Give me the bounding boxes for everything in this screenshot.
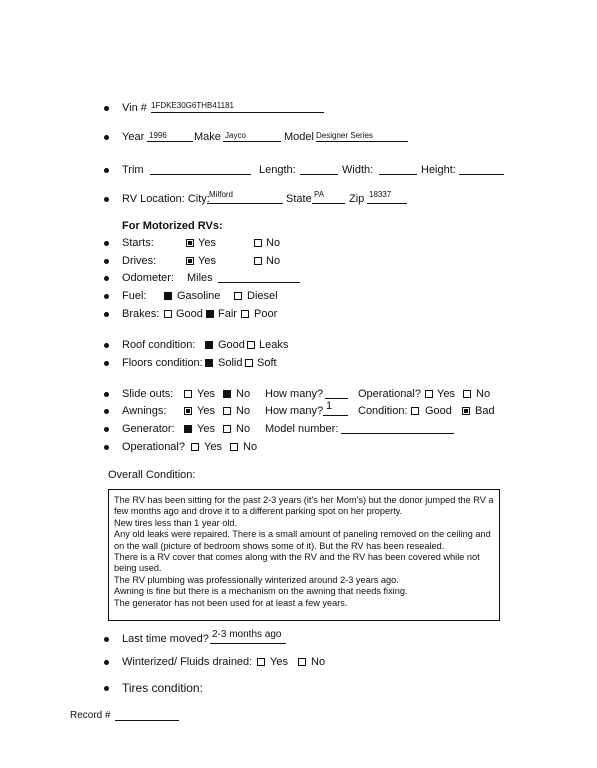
bullet (104, 106, 109, 111)
bullet (104, 445, 109, 450)
miles-field[interactable] (218, 270, 300, 283)
brakes-label: Brakes: (122, 308, 160, 320)
floors-label: Floors condition: (122, 357, 203, 369)
roof-label: Roof condition: (122, 339, 196, 351)
vin-label: Vin # (122, 102, 147, 114)
state-label: State (286, 193, 312, 205)
brakes-poor-checkbox[interactable] (241, 310, 249, 318)
operational-no-checkbox[interactable] (230, 443, 238, 451)
condition-line: The generator has not been used for at least a few years. (114, 597, 348, 608)
zip-label: Zip (349, 193, 365, 205)
trim-field[interactable] (150, 162, 251, 175)
operational-label: Operational? (122, 441, 185, 453)
awnings-yes-checkbox[interactable] (184, 407, 192, 415)
model-value: Designer Series (316, 131, 373, 140)
bullet (104, 312, 109, 317)
awnings-bad-checkbox[interactable] (462, 407, 470, 415)
year-label: Year (122, 131, 145, 143)
slideouts-op-yes-label: Yes (437, 388, 455, 400)
generator-yes-label: Yes (197, 423, 215, 435)
condition-line: The RV has been sitting for the past 2-3 years (it's her Mom's) but the donor jumped the RV a few months ago and drove it to a different parking spot on her property. (114, 495, 494, 517)
floors-solid-label: Solid (218, 357, 243, 369)
city-value: Milford (209, 190, 234, 199)
roof-good-label: Good (218, 339, 245, 351)
fuel-diesel-label: Diesel (247, 290, 278, 302)
fuel-gasoline-checkbox[interactable] (164, 292, 172, 300)
city-label: RV Location: City: (122, 193, 210, 205)
record-field[interactable] (115, 708, 179, 721)
model-number-label: Model number: (265, 423, 339, 435)
operational-yes-checkbox[interactable] (191, 443, 199, 451)
slideouts-yes-checkbox[interactable] (184, 390, 192, 398)
fuel-gasoline-label: Gasoline (177, 290, 221, 302)
awnings-good-checkbox[interactable] (411, 407, 419, 415)
drives-no-label: No (266, 255, 281, 267)
bullet (104, 294, 109, 299)
slideouts-yes-label: Yes (197, 388, 215, 400)
trim-label: Trim (122, 164, 144, 176)
last-moved-label: Last time moved? (122, 633, 209, 645)
model-number-field[interactable] (341, 421, 454, 434)
roof-leaks-checkbox[interactable] (247, 341, 255, 349)
awnings-no-checkbox[interactable] (223, 407, 231, 415)
condition-line: There is a RV cover that comes along with the RV and the RV has been covered while not being used. (114, 552, 480, 574)
awnings-count-value: 1 (326, 400, 333, 412)
state-field[interactable] (312, 191, 345, 204)
make-label: Make (194, 131, 221, 143)
operational-no-label: No (243, 441, 258, 453)
roof-good-checkbox[interactable] (205, 341, 213, 349)
bullet (104, 686, 109, 691)
floors-soft-checkbox[interactable] (245, 359, 253, 367)
bullet (104, 427, 109, 432)
starts-label: Starts: (122, 237, 154, 249)
record-number (70, 708, 179, 721)
floors-solid-checkbox[interactable] (205, 359, 213, 367)
awnings-how-many-label: How many? (265, 405, 324, 417)
tires-label: Tires condition: (122, 681, 203, 695)
length-field[interactable] (300, 162, 338, 175)
awnings-bad-label: Bad (475, 405, 495, 417)
brakes-poor-label: Poor (254, 308, 278, 320)
last-moved-field[interactable] (210, 631, 286, 644)
condition-line: New tires less than 1 year old. (114, 517, 238, 528)
height-label: Height: (421, 164, 456, 176)
width-label: Width: (342, 164, 374, 176)
fuel-diesel-checkbox[interactable] (234, 292, 242, 300)
floors-soft-label: Soft (257, 357, 277, 369)
model-field[interactable] (316, 129, 408, 142)
drives-label: Drives: (122, 255, 157, 267)
bullet (104, 259, 109, 264)
generator-yes-checkbox[interactable] (184, 425, 192, 433)
operational-yes-label: Yes (204, 441, 222, 453)
bullet (104, 343, 109, 348)
bullet (104, 392, 109, 397)
make-field[interactable] (223, 129, 281, 142)
brakes-good-checkbox[interactable] (164, 310, 172, 318)
slideouts-op-yes-checkbox[interactable] (425, 390, 433, 398)
slideouts-label: Slide outs: (122, 388, 174, 400)
zip-field[interactable] (367, 191, 407, 204)
bullet (104, 168, 109, 173)
condition-line: Any old leaks were repaired. There is a small amount of paneling removed on the ceiling and on the wall (picture of bedroom shows some of it). But the RV has been resealed. (114, 529, 491, 551)
starts-no-label: No (266, 237, 281, 249)
awnings-condition-label: Condition: (358, 405, 408, 417)
slideouts-op-no-checkbox[interactable] (463, 390, 471, 398)
vin-value: 1FDKE30G6THB41181 (151, 101, 235, 110)
slideouts-count-field[interactable] (325, 386, 348, 399)
drives-no-checkbox[interactable] (254, 257, 262, 265)
starts-yes-label: Yes (198, 237, 216, 249)
bullet (104, 241, 109, 246)
city-field[interactable] (207, 191, 283, 204)
bullet (104, 660, 109, 665)
bullet (104, 197, 109, 202)
starts-yes-checkbox[interactable] (186, 239, 194, 247)
starts-no-checkbox[interactable] (254, 239, 262, 247)
winterized-label: Winterized/ Fluids drained: (122, 656, 253, 668)
awnings-count-field[interactable] (323, 400, 348, 416)
bullet (104, 276, 109, 281)
make-value: Jayco (225, 131, 246, 140)
slideouts-op-no-label: No (476, 388, 491, 400)
winterized-no-checkbox[interactable] (298, 658, 306, 666)
awnings-yes-label: Yes (197, 405, 215, 417)
awnings-no-label: No (236, 405, 251, 417)
generator-no-checkbox[interactable] (223, 425, 231, 433)
bullet (104, 361, 109, 366)
slideouts-no-label: No (236, 388, 251, 400)
drives-yes-checkbox[interactable] (186, 257, 194, 265)
vin-field[interactable] (151, 100, 324, 113)
generator-no-label: No (236, 423, 251, 435)
miles-label: Miles (187, 272, 213, 284)
year-value: 1996 (149, 131, 167, 140)
bullet (104, 409, 109, 414)
slideouts-how-many-label: How many? (265, 388, 324, 400)
winterized-yes-checkbox[interactable] (257, 658, 265, 666)
drives-yes-label: Yes (198, 255, 216, 267)
fuel-label: Fuel: (122, 290, 147, 302)
winterized-no-label: No (311, 656, 326, 668)
motorized-heading: For Motorized RVs: (122, 220, 223, 232)
model-label: Model (284, 131, 314, 143)
slideouts-no-checkbox[interactable] (223, 390, 231, 398)
roof-leaks-label: Leaks (259, 339, 289, 351)
overall-condition-textarea[interactable] (108, 489, 500, 621)
height-field[interactable] (459, 162, 504, 175)
condition-line: Awning is fine but there is a mechanism on the awning that needs fixing. (114, 586, 408, 597)
awnings-good-label: Good (425, 405, 452, 417)
brakes-good-label: Good (176, 308, 203, 320)
brakes-fair-checkbox[interactable] (206, 310, 214, 318)
bullet (104, 135, 109, 140)
generator-label: Generator: (122, 423, 175, 435)
length-label: Length: (259, 164, 296, 176)
state-value: PA (314, 190, 325, 199)
overall-condition-label: Overall Condition: (108, 469, 196, 481)
condition-line: The RV plumbing was professionally winterized around 2-3 years ago. (114, 574, 399, 585)
record-label: Record # (70, 710, 111, 721)
zip-value: 18337 (369, 190, 392, 199)
brakes-fair-label: Fair (218, 308, 237, 320)
awnings-label: Awnings: (122, 405, 167, 417)
winterized-yes-label: Yes (270, 656, 288, 668)
last-moved-value: 2-3 months ago (212, 629, 282, 640)
bullet (104, 637, 109, 642)
slideouts-operational-label: Operational? (358, 388, 421, 400)
odometer-label: Odometer: (122, 272, 174, 284)
year-field[interactable] (147, 129, 193, 142)
width-field[interactable] (379, 162, 417, 175)
